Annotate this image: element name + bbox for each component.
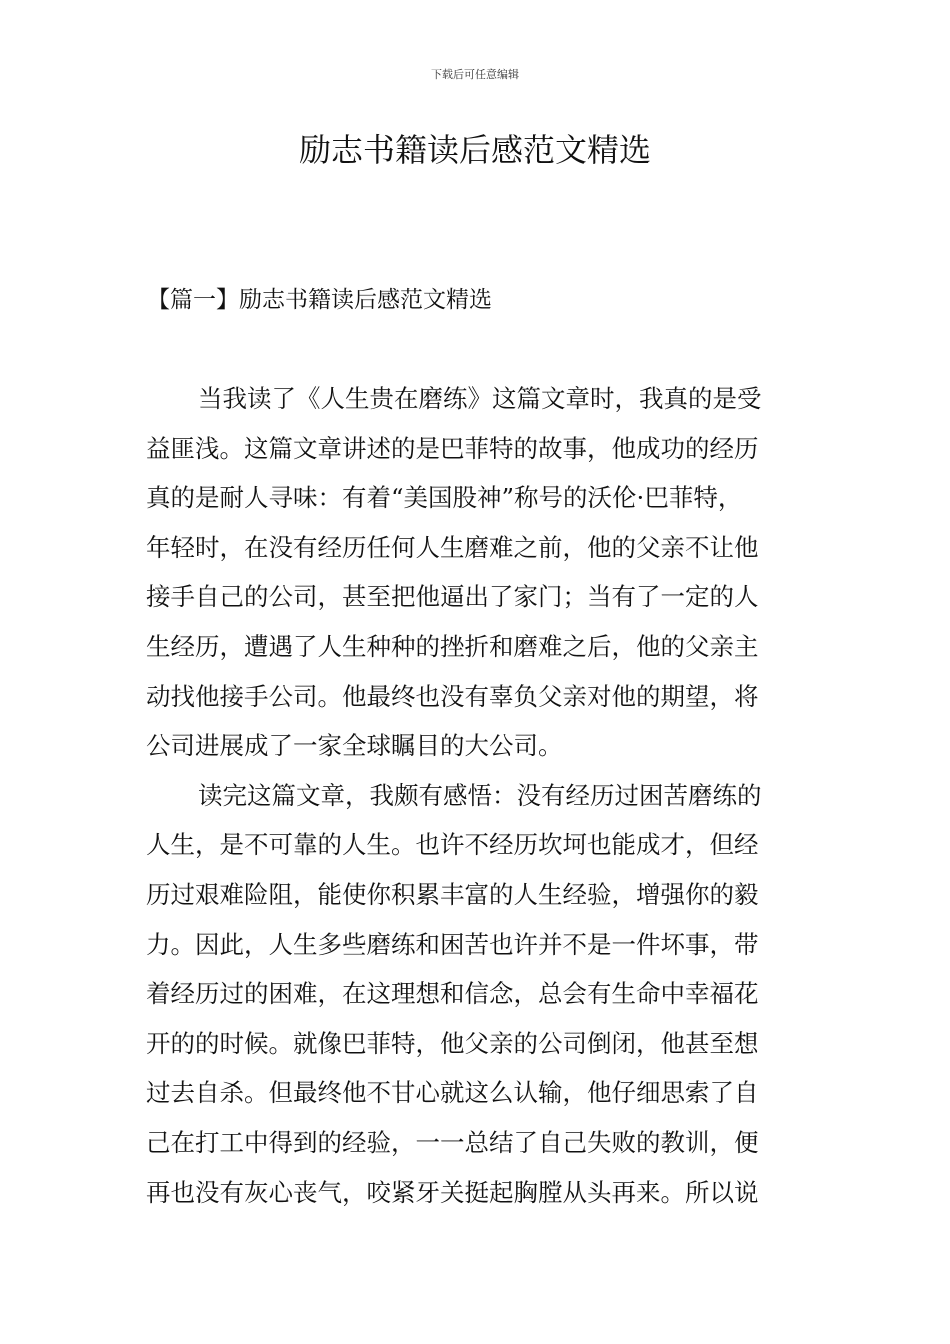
paragraph-2-line-3: 历过艰难险阻，能使你积累丰富的人生经验，增强你的毅 (146, 879, 759, 909)
paragraph-1-line-3: 真的是耐人寻味：有着“美国股神”称号的沃伦·巴菲特， (146, 483, 743, 513)
paragraph-1-line-5: 接手自己的公司，甚至把他逼出了家门；当有了一定的人 (146, 582, 759, 612)
paragraph-1-line-7: 动找他接手公司。他最终也没有辜负父亲对他的期望，将 (146, 681, 759, 711)
paragraph-2-line-2: 人生，是不可靠的人生。也许不经历坎坷也能成才，但经 (146, 830, 759, 860)
paragraph-1-line-6: 生经历，遭遇了人生种种的挫折和磨难之后，他的父亲主 (146, 631, 759, 661)
paragraph-1-line-8: 公司进展成了一家全球瞩目的大公司。 (146, 731, 563, 761)
page-header-note: 下载后可任意编辑 (431, 68, 519, 81)
document-title: 励志书籍读后感范文精选 (298, 131, 651, 169)
paragraph-1-line-2: 益匪浅。这篇文章讲述的是巴菲特的故事，他成功的经历 (146, 433, 759, 463)
paragraph-1-line-1: 当我读了《人生贵在磨练》这篇文章时，我真的是受 (198, 384, 762, 413)
paragraph-2-line-8: 己在打工中得到的经验，一一总结了自己失败的教训，便 (146, 1127, 759, 1157)
paragraph-2-line-4: 力。因此，人生多些磨练和困苦也许并不是一件坏事，带 (146, 929, 759, 959)
body-text (146, 374, 816, 1217)
paragraph-2-line-6: 开的的时候。就像巴菲特，他父亲的公司倒闭，他甚至想 (146, 1028, 759, 1058)
paragraph-2-line-5: 着经历过的困难，在这理想和信念，总会有生命中幸福花 (146, 979, 759, 1009)
paragraph-2-line-7: 过去自杀。但最终他不甘心就这么认输，他仔细思索了自 (146, 1078, 759, 1108)
paragraph-2-line-1: 读完这篇文章，我颇有感悟：没有经历过困苦磨练的 (198, 780, 762, 810)
paragraph-2-line-9: 再也没有灰心丧气，咬紧牙关挺起胸膛从头再来。所以说 (146, 1177, 759, 1207)
paragraph-1-line-4: 年轻时，在没有经历任何人生磨难之前，他的父亲不让他 (146, 532, 759, 562)
section-heading: 【篇一】励志书籍读后感范文精选 (147, 287, 492, 313)
